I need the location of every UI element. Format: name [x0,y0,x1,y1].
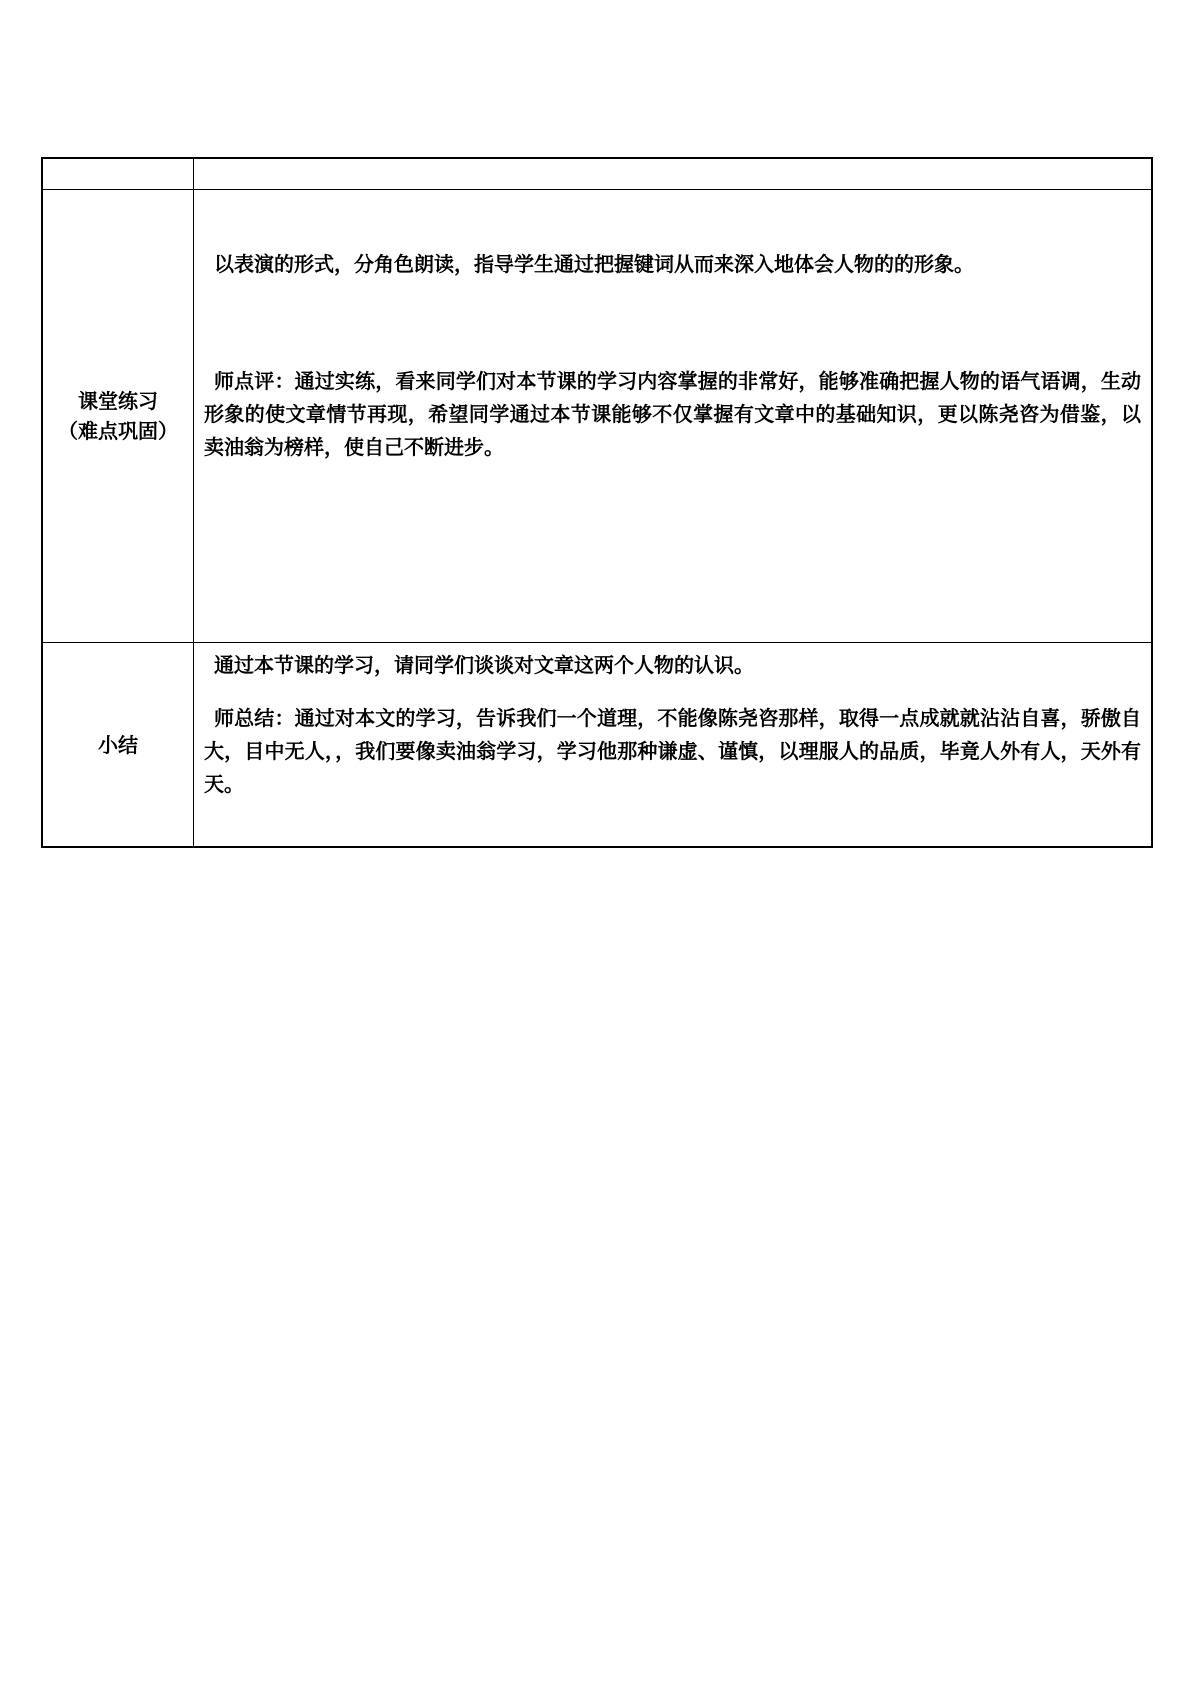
label-cell-summary [42,643,194,848]
content-cell-classroom-practice [194,190,1153,643]
practice-instruction-text: 以表演的形式，分角色朗读，指导学生通过把握键词从而来深入地体会人物的的形象。 [214,252,974,276]
summary-question-text: 通过本节课的学习，请同学们谈谈对文章这两个人物的认识。 [214,653,754,677]
paragraph-spacer [204,682,1141,702]
label-summary: 小结 [98,732,138,757]
label-difficulty-consolidation: （难点巩固） [58,419,178,443]
label-cell-empty [42,158,194,190]
label-cell-classroom-practice [42,190,194,643]
content-cell-summary [194,643,1153,848]
table-row-header [42,158,1152,190]
teacher-comment-text: 师点评：通过实练，看来同学们对本节课的学习内容掌握的非常好，能够准确把握人物的语气语调，生动形象的使文章情节再现，希望同学通过本节课能够不仅掌握有文章中的基础知识，更以陈尧咨为借鉴，以卖油翁为榜样，使自己不断进步。 [204,369,1141,459]
lesson-plan-table [41,157,1153,848]
teacher-summary-text: 师总结：通过对本文的学习，告诉我们一个道理，不能像陈尧咨那样，取得一点成就就沾沾自喜，骄傲自大，目中无人，，我们要像卖油翁学习，学习他那种谦虚、谨慎，以理服人的品质，毕竟人外有人，天外有天。 [204,706,1141,796]
paragraph-spacer [204,464,1141,584]
table-row-summary [42,643,1152,848]
label-classroom-practice: 课堂练习 [78,389,158,413]
table-row-classroom-practice [42,190,1152,643]
content-cell-empty [194,158,1153,190]
paragraph-spacer [204,281,1141,365]
